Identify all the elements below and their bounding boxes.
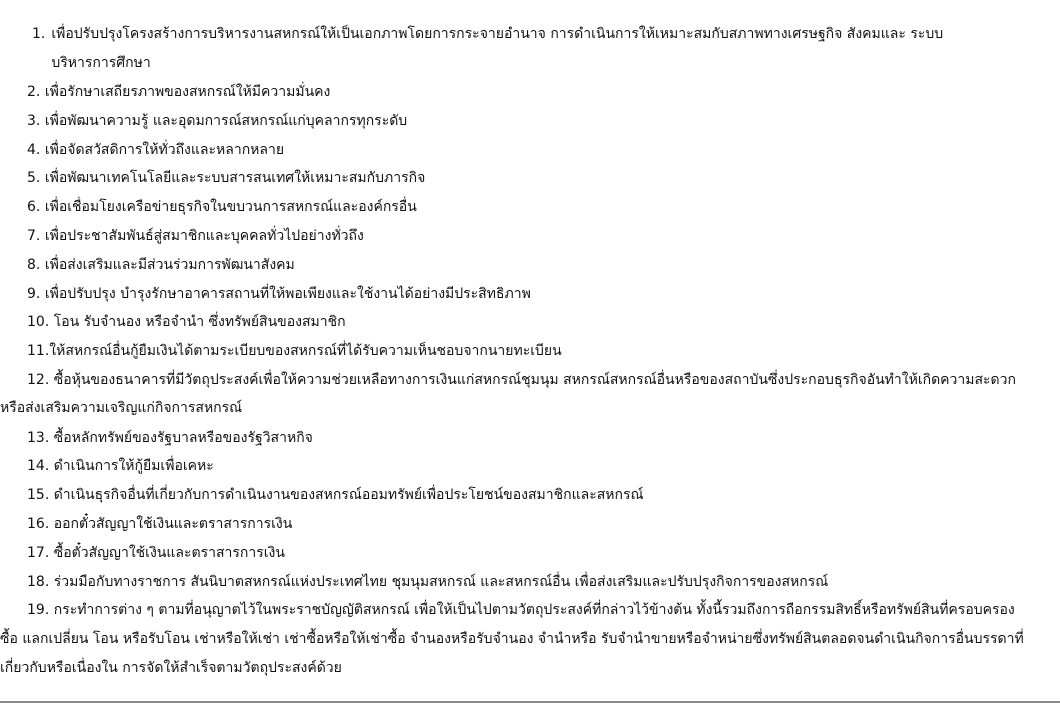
item-text: กระทำการต่าง ๆ ตามที่อนุญาตไว้ในพระราชบัญญัติสหกรณ์ เพื่อให้เป็นไปตามวัตถุประสงค์ที่กล่าวไว้ข้างต้น ทั้งนี้รวมถึงการถือกรรมสิทธิ์หรือทรัพย์สินที่ครอบครองซื้อ แลกเปลี่ยน โอน หรือรับโอน เช่าหรือให้เช่า เช่าซื้อหรือให้เช่าซื้อ จำนองหรือรับจำนอง จำนำหรือ รับจำนำขายหรือจำหน่ายซึ่งทรัพย์สินตลอดจนดำเนินกิจการอื่นบรรดาที่เกี่ยวกับหรือเนื่องใน การจัดให้สำเร็จตามวัตถุประสงค์ด้วย [0, 601, 1024, 676]
item-text: เพื่อพัฒนาเทคโนโลยีและระบบสารสนเทศให้เหมาะสมกับภารกิจ [44, 170, 426, 187]
item-number: 18. [27, 573, 50, 590]
list-item [27, 20, 1037, 78]
item-number: 3. [27, 112, 41, 129]
list-item [27, 337, 1037, 366]
item-number: 13. [27, 429, 50, 446]
item-number: 11. [27, 343, 50, 360]
list-item [27, 135, 1037, 164]
item-number: 7. [27, 227, 41, 244]
item-number: 15. [27, 487, 50, 504]
list-item [27, 481, 1037, 510]
item-number: 4. [27, 141, 41, 158]
item-text: เพื่อจัดสวัสดิการให้ทั่วถึงและหลากหลาย [44, 141, 285, 158]
item-number: 2. [27, 83, 41, 100]
item-text: ซื้อหลักทรัพย์ของรัฐบาลหรือของรัฐวิสาหกิจ [53, 429, 313, 446]
objectives-list [0, 20, 1037, 682]
item-number: 10. [27, 314, 50, 331]
item-number: 12. [27, 371, 50, 388]
item-text: เพื่อส่งเสริมและมีส่วนร่วมการพัฒนาสังคม [44, 256, 295, 273]
list-item [27, 308, 1037, 337]
list-item [27, 423, 1037, 452]
list-item [27, 510, 1037, 539]
item-text: เพื่อปรับปรุงโครงสร้างการบริหารงานสหกรณ์ให้เป็นเอกภาพโดยการกระจายอำนาจ การดำเนินการให้เหมาะสมกับสภาพทางเศรษฐกิจ สังคมและ ระบบบริหารการศึกษา [51, 26, 944, 71]
item-text: เพื่อพัฒนาความรู้ และอุดมการณ์สหกรณ์แก่บุคลากรทุกระดับ [44, 112, 408, 129]
item-number: 14. [27, 458, 50, 475]
item-text: ดำเนินการให้กู้ยืมเพื่อเคหะ [53, 458, 214, 475]
item-text: เพื่อเชื่อมโยงเครือข่ายธุรกิจในขบวนการสหกรณ์และองค์กรอื่น [44, 199, 417, 216]
item-number: 1. [32, 26, 46, 42]
list-item [0, 596, 1037, 682]
item-number: 17. [27, 544, 50, 561]
item-number: 8. [27, 256, 41, 273]
list-item [27, 222, 1037, 251]
item-text: ออกตั๋วสัญญาใช้เงินและตราสารการเงิน [53, 515, 293, 532]
list-item [27, 452, 1037, 481]
item-number: 5. [27, 170, 41, 187]
list-item [27, 164, 1037, 193]
list-item [0, 366, 1037, 424]
item-text: เพื่อรักษาเสถียรภาพของสหกรณ์ให้มีความมั่นคง [44, 83, 331, 100]
item-text: ร่วมมือกับทางราชการ สันนิบาตสหกรณ์แห่งประเทศไทย ชุมนุมสหกรณ์ และสหกรณ์อื่น เพื่อส่งเสริมและปรับปรุงกิจการของสหกรณ์ [53, 573, 829, 590]
item-text: ซื้อตั๋วสัญญาใช้เงินและตราสารการเงิน [53, 544, 285, 561]
item-text: เพื่อประชาสัมพันธ์สู่สมาชิกและบุคคลทั่วไปอย่างทั่วถึง [44, 227, 364, 244]
list-item [27, 250, 1037, 279]
list-item [27, 567, 1037, 596]
item-text: โอน รับจำนอง หรือจำนำ ซึ่งทรัพย์สินของสมาชิก [53, 314, 346, 331]
list-item [27, 106, 1037, 135]
list-item [27, 279, 1037, 308]
item-text: ดำเนินธุรกิจอื่นที่เกี่ยวกับการดำเนินงานของสหกรณ์ออมทรัพย์เพื่อประโยชน์ของสมาชิกและสหกรณ์ [53, 487, 644, 504]
item-text: ให้สหกรณ์อื่นกู้ยืมเงินได้ตามระเบียบของสหกรณ์ที่ได้รับความเห็นชอบจากนายทะเบียน [49, 343, 562, 360]
item-number: 19. [27, 601, 50, 618]
item-number: 6. [27, 199, 41, 216]
item-text: เพื่อปรับปรุง บำรุงรักษาอาคารสถานที่ให้พอเพียงและใช้งานได้อย่างมีประสิทธิภาพ [44, 285, 531, 302]
item-text: ซื้อหุ้นของธนาคารที่มีวัตถุประสงค์เพื่อให้ความช่วยเหลือทางการเงินแก่สหกรณ์ชุมนุม สหกรณ์สหกรณ์อื่นหรือของสถาบันซึ่งประกอบธุรกิจอันทำให้เกิดความสะดวกหรือส่งเสริมความเจริญแก่กิจการสหกรณ์ [0, 371, 1016, 417]
item-number: 16. [27, 515, 50, 532]
list-item [27, 193, 1037, 222]
list-item [27, 78, 1037, 107]
list-item [27, 538, 1037, 567]
item-number: 9. [27, 285, 41, 302]
